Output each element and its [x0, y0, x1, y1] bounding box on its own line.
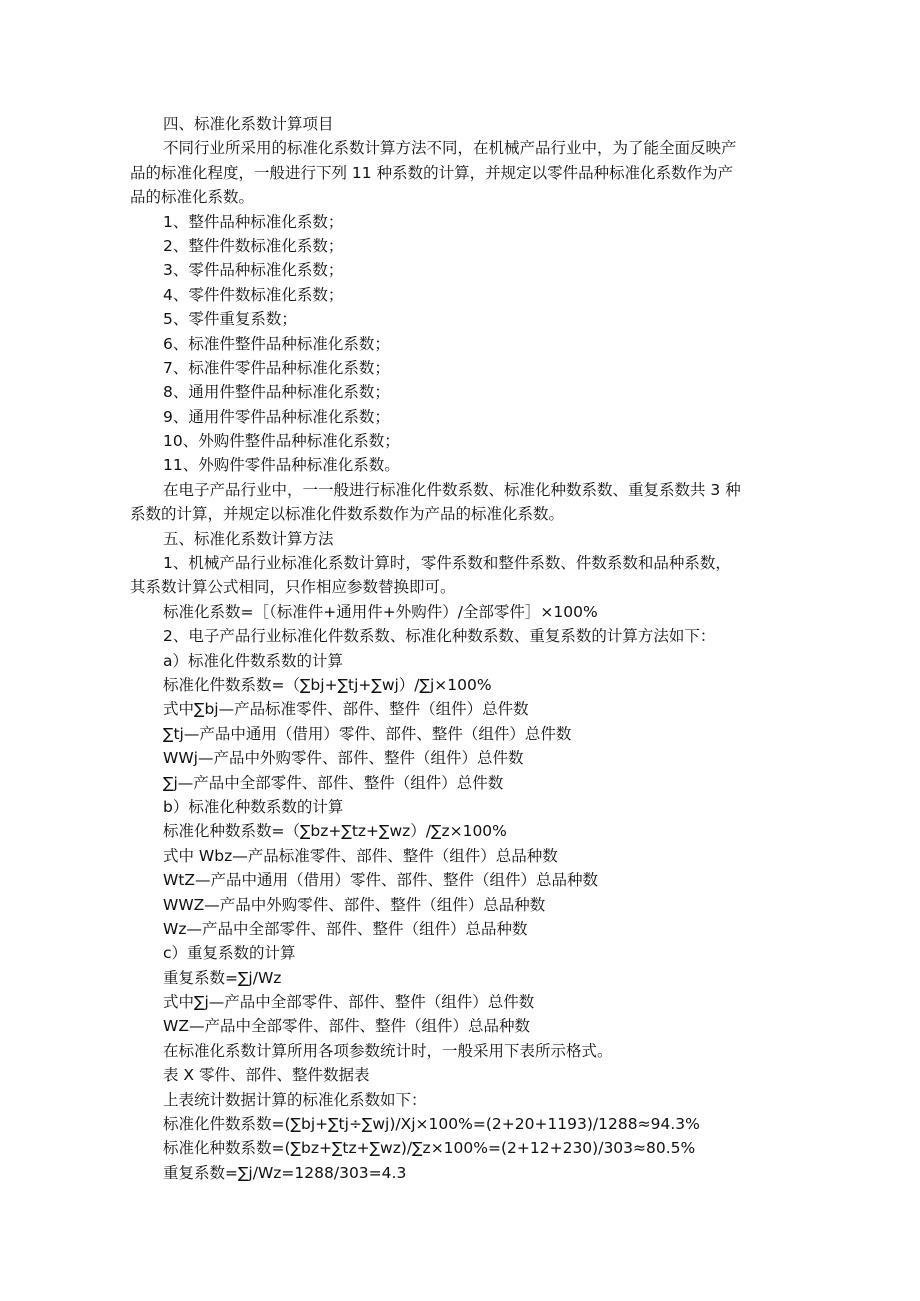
text-line: ∑j—产品中全部零件、部件、整件（组件）总件数 [163, 773, 504, 792]
text-line: 7、标准件零件品种标准化系数； [163, 358, 390, 377]
text-line: Wz—产品中全部零件、部件、整件（组件）总品种数 [163, 919, 528, 938]
text-line: 4、零件件数标准化系数； [163, 285, 344, 304]
text-line: 10、外购件整件品种标准化系数； [163, 432, 400, 451]
text-line: 3、零件品种标准化系数； [163, 261, 344, 280]
text-line: 式中∑j—产品中全部零件、部件、整件（组件）总件数 [163, 993, 535, 1012]
text-line: 四、标准化系数计算项目 [163, 115, 334, 133]
text-line: a）标准化件数系数的计算 [163, 651, 343, 670]
text-line: 1、整件品种标准化系数； [163, 212, 344, 231]
text-line: 重复系数=∑j∕Wz=1288∕303=4.3 [163, 1163, 407, 1182]
text-line: 品的标准化程度，一般进行下列 11 种系数的计算，并规定以零件品种标准化系数作为产 [130, 163, 734, 182]
text-line: WWj—产品中外购零件、部件、整件（组件）总件数 [163, 749, 524, 768]
text-line: 其系数计算公式相同，只作相应参数替换即可。 [130, 578, 456, 597]
text-line: 2、电子产品行业标准化件数系数、标准化种数系数、重复系数的计算方法如下： [163, 627, 716, 646]
text-line: 在电子产品行业中，一一般进行标准化件数系数、标准化种数系数、重复系数共 3 种 [163, 480, 741, 499]
text-line: WWZ—产品中外购零件、部件、整件（组件）总品种数 [163, 895, 546, 914]
text-line: 标准化种数系数=（∑bz+∑tz+∑wz）∕∑z×100% [163, 822, 507, 841]
text-line: 重复系数=∑j∕Wz [163, 968, 282, 987]
text-line: WtZ—产品中通用（借用）零件、部件、整件（组件）总品种数 [163, 871, 599, 890]
text-line: 8、通用件整件品种标准化系数； [163, 383, 390, 402]
text-line: WZ—产品中全部零件、部件、整件（组件）总品种数 [163, 1017, 530, 1036]
text-line: 标准化系数=［（标准件+通用件+外购件）/全部零件］×100% [163, 602, 598, 621]
text-line: 标准化件数系数=（∑bj+∑tj+∑wj）∕∑j×100% [163, 675, 492, 694]
text-line: 5、零件重复系数； [163, 310, 297, 329]
text-line: 上表统计数据计算的标准化系数如下： [163, 1090, 427, 1109]
text-line: 表 X 零件、部件、整件数据表 [163, 1066, 370, 1085]
text-line: 2、整件件数标准化系数； [163, 236, 344, 255]
text-line: 式中 Wbz—产品标准零件、部件、整件（组件）总品种数 [163, 846, 558, 865]
text-line: 品的标准化系数。 [130, 188, 255, 207]
text-line: 1、机械产品行业标准化系数计算时，零件系数和整件系数、件数系数和品种系数， [163, 554, 731, 573]
text-line: 11、外购件零件品种标准化系数。 [163, 456, 400, 475]
text-line: 式中∑bj—产品标准零件、部件、整件（组件）总件数 [163, 700, 529, 719]
text-line: 标准化件数系数=(∑bj+∑tj÷∑wj)/Xj×100%=(2+20+1193)∕1288≈94.3% [163, 1115, 700, 1134]
document-body [130, 112, 798, 1185]
text-line: 9、通用件零件品种标准化系数； [163, 407, 390, 426]
text-line: b）标准化种数系数的计算 [163, 797, 344, 816]
text-line: ∑tj—产品中通用（借用）零件、部件、整件（组件）总件数 [163, 724, 572, 743]
text-line: 标准化种数系数=(∑bz+∑tz+∑wz)∕∑z×100%=(2+12+230)∕303≈80.5% [163, 1139, 696, 1158]
text-line: 在标准化系数计算所用各项参数统计时，一般采用下表所示格式。 [163, 1041, 613, 1060]
text-line: c）重复系数的计算 [163, 944, 296, 963]
text-line: 五、标准化系数计算方法 [163, 529, 334, 548]
text-line: 6、标准件整件品种标准化系数； [163, 334, 390, 353]
text-line: 系数的计算，并规定以标准化件数系数作为产品的标准化系数。 [130, 505, 565, 524]
text-line: 不同行业所采用的标准化系数计算方法不同，在机械产品行业中，为了能全面反映产 [163, 139, 737, 158]
